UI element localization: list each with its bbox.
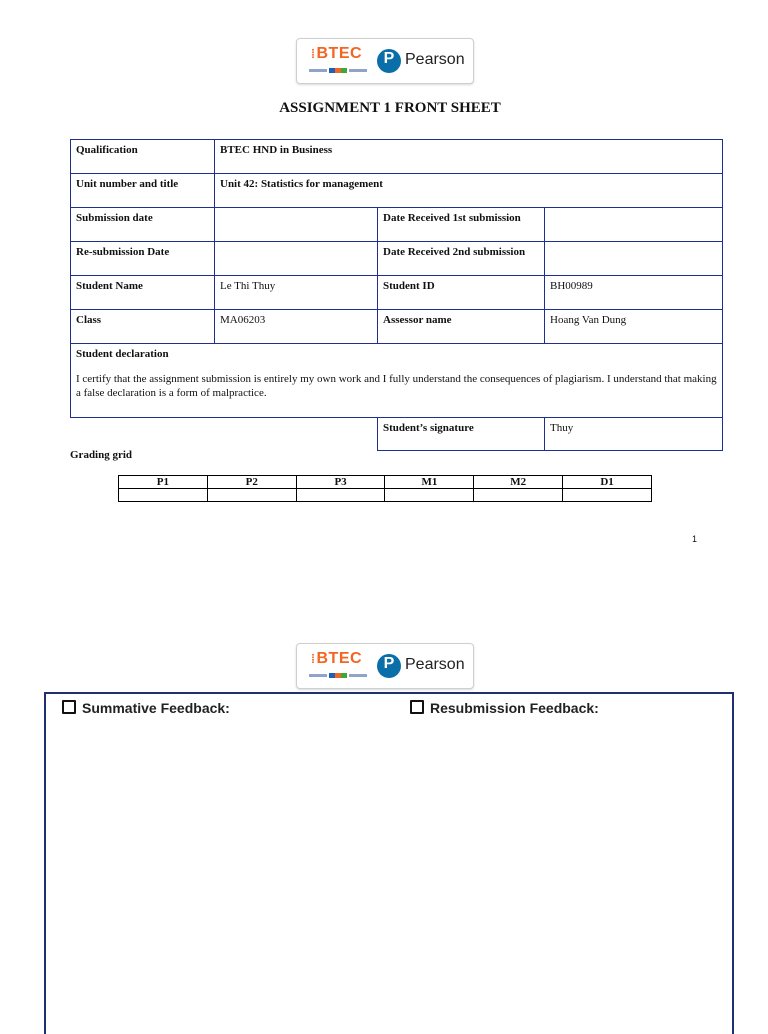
resubmission-date-field[interactable]	[215, 242, 378, 276]
front-sheet-table	[70, 139, 723, 451]
summative-feedback-label: Summative Feedback:	[82, 700, 230, 716]
submission-date-field[interactable]	[215, 208, 378, 242]
grade-cell-m1[interactable]	[385, 489, 474, 502]
btec-pearson-logo	[296, 38, 474, 84]
grade-header-p1: P1	[119, 476, 208, 489]
date-received-2-field[interactable]	[545, 242, 723, 276]
grading-grid-label: Grading grid	[70, 449, 133, 461]
summative-feedback-heading	[62, 700, 230, 716]
student-name-label: Student Name	[71, 276, 215, 310]
date-received-1-field[interactable]	[545, 208, 723, 242]
resubmission-feedback-label: Resubmission Feedback:	[430, 700, 599, 716]
grade-header-p2: P2	[207, 476, 296, 489]
feedback-box	[44, 692, 734, 1034]
grading-grid	[118, 475, 652, 502]
pearson-logo: Pearson	[405, 656, 465, 673]
assessor-field[interactable]: Hoang Van Dung	[545, 310, 723, 344]
blank-cell	[71, 418, 378, 451]
grading-header-row	[119, 476, 652, 489]
grade-cell-p1[interactable]	[119, 489, 208, 502]
page-title: ASSIGNMENT 1 FRONT SHEET	[279, 100, 501, 116]
page-number: 1	[692, 534, 698, 544]
grade-cell-m2[interactable]	[474, 489, 563, 502]
date-received-1-label: Date Received 1st submission	[378, 208, 545, 242]
table-row	[71, 242, 723, 276]
student-id-field[interactable]: BH00989	[545, 276, 723, 310]
date-received-2-label: Date Received 2nd submission	[378, 242, 545, 276]
pearson-icon	[377, 654, 401, 678]
table-row	[71, 276, 723, 310]
qualification-value: BTEC HND in Business	[215, 140, 723, 174]
table-row	[71, 310, 723, 344]
unit-value: Unit 42: Statistics for management	[215, 174, 723, 208]
table-row	[71, 140, 723, 174]
grade-header-p3: P3	[296, 476, 385, 489]
class-label: Class	[71, 310, 215, 344]
btec-tagline-graphic	[309, 672, 367, 678]
btec-tagline-graphic	[309, 67, 367, 73]
student-name-field[interactable]: Le Thi Thuy	[215, 276, 378, 310]
checkbox-icon[interactable]	[62, 700, 76, 714]
table-row	[71, 174, 723, 208]
student-declaration	[71, 344, 723, 418]
grade-cell-d1[interactable]	[563, 489, 652, 502]
grade-header-m1: M1	[385, 476, 474, 489]
qualification-label: Qualification	[71, 140, 215, 174]
resubmission-feedback-heading	[410, 700, 599, 716]
btec-pearson-logo	[296, 643, 474, 689]
table-row	[71, 418, 723, 451]
unit-label: Unit number and title	[71, 174, 215, 208]
submission-date-label: Submission date	[71, 208, 215, 242]
resubmission-date-label: Re-submission Date	[71, 242, 215, 276]
declaration-title: Student declaration	[76, 348, 169, 360]
declaration-text: I certify that the assignment submission is entirely my own work and I fully understand the consequences of plagiarism. I understand that making a false declaration is a form of malpractice.	[76, 373, 717, 399]
class-field[interactable]: MA06203	[215, 310, 378, 344]
grading-value-row	[119, 489, 652, 502]
btec-logo: ⁞BTEC	[311, 45, 363, 62]
grade-header-m2: M2	[474, 476, 563, 489]
grade-header-d1: D1	[563, 476, 652, 489]
pearson-logo: Pearson	[405, 51, 465, 68]
grade-cell-p3[interactable]	[296, 489, 385, 502]
assessor-label: Assessor name	[378, 310, 545, 344]
table-row	[71, 208, 723, 242]
pearson-icon	[377, 49, 401, 73]
btec-logo: ⁞BTEC	[311, 650, 363, 667]
grade-cell-p2[interactable]	[207, 489, 296, 502]
signature-field[interactable]: Thuy	[545, 418, 723, 451]
signature-label: Student’s signature	[378, 418, 545, 451]
checkbox-icon[interactable]	[410, 700, 424, 714]
student-id-label: Student ID	[378, 276, 545, 310]
table-row	[71, 344, 723, 418]
